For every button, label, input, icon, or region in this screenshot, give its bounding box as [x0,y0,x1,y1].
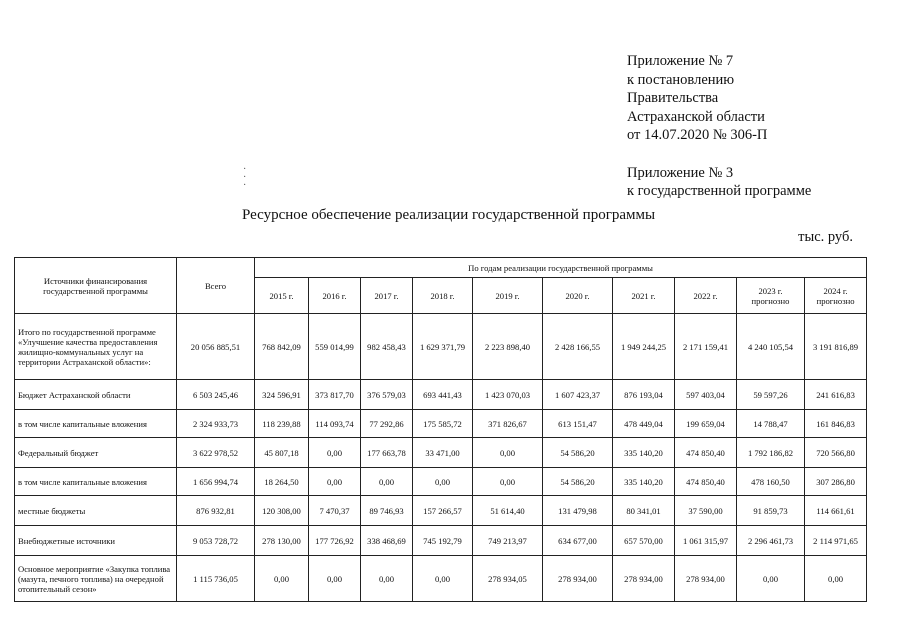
table-row [15,526,867,556]
year-amount-cell: 597 403,04 [675,380,737,410]
year-amount-cell: 37 590,00 [675,496,737,526]
appendix-ref-line: к государственной программе [627,183,812,199]
year-amount-cell: 278 934,00 [543,556,613,602]
column-header-year: 2018 г. [413,278,473,314]
document-title: Ресурсное обеспечение реализации государственной программы [241,207,656,223]
year-amount-cell: 307 286,80 [805,468,867,496]
year-amount-cell: 278 934,05 [473,556,543,602]
year-amount-cell: 2 171 159,41 [675,314,737,380]
year-amount-cell: 0,00 [473,438,543,468]
column-header-year: 2023 г. прогнозно [737,278,805,314]
column-header-year: 2021 г. [613,278,675,314]
column-header-year: 2022 г. [675,278,737,314]
year-amount-cell: 120 308,00 [255,496,309,526]
year-amount-cell: 1 629 371,79 [413,314,473,380]
year-amount-cell: 114 093,74 [309,410,361,438]
year-amount-cell: 373 817,70 [309,380,361,410]
year-amount-cell: 161 846,83 [805,410,867,438]
year-amount-cell: 371 826,67 [473,410,543,438]
year-amount-cell: 51 614,40 [473,496,543,526]
year-amount-cell: 634 677,00 [543,526,613,556]
appendix-header [627,52,811,201]
year-amount-cell: 157 266,57 [413,496,473,526]
year-amount-cell: 45 807,18 [255,438,309,468]
table-row [15,380,867,410]
funding-table [14,257,867,602]
year-amount-cell: 324 596,91 [255,380,309,410]
year-amount-cell: 0,00 [473,468,543,496]
total-amount-cell: 1 656 994,74 [177,468,255,496]
year-amount-cell: 59 597,26 [737,380,805,410]
year-amount-cell: 338 468,69 [361,526,413,556]
year-amount-cell: 2 223 898,40 [473,314,543,380]
year-amount-cell: 278 130,00 [255,526,309,556]
table-row [15,556,867,602]
column-header-year: 2019 г. [473,278,543,314]
decree-date-number: от 14.07.2020 № 306-П [627,127,768,143]
units-label: тыс. руб. [798,229,853,245]
year-amount-cell: 14 788,47 [737,410,805,438]
year-amount-cell: 91 859,73 [737,496,805,526]
column-header-years-group: По годам реализации государственной программы [255,258,867,278]
total-amount-cell: 1 115 736,05 [177,556,255,602]
year-amount-cell: 3 191 816,89 [805,314,867,380]
appendix-3-title: Приложение № 3 [627,164,734,181]
column-header-total: Всего [177,258,255,314]
column-header-year: 2020 г. [543,278,613,314]
year-amount-cell: 876 193,04 [613,380,675,410]
year-amount-cell: 4 240 105,54 [737,314,805,380]
year-amount-cell: 175 585,72 [413,410,473,438]
column-header-year: 2016 г. [309,278,361,314]
year-amount-cell: 241 616,83 [805,380,867,410]
year-amount-cell: 199 659,04 [675,410,737,438]
year-amount-cell: 1 607 423,37 [543,380,613,410]
year-amount-cell: 1 792 186,82 [737,438,805,468]
table-row [15,468,867,496]
funding-source-label: в том числе капитальные вложения [15,410,177,438]
year-amount-cell: 1 423 070,03 [473,380,543,410]
table-row [15,410,867,438]
table-row [15,314,867,380]
total-amount-cell: 3 622 978,52 [177,438,255,468]
year-amount-cell: 745 192,79 [413,526,473,556]
appendix-ref-line: Правительства [627,90,719,106]
year-amount-cell: 693 441,43 [413,380,473,410]
total-amount-cell: 20 056 885,51 [177,314,255,380]
funding-source-label: Основное мероприятие «Закупка топлива (мазута, печного топлива) на очередной отопительный сезон» [15,556,177,602]
year-amount-cell: 613 151,47 [543,410,613,438]
year-amount-cell: 0,00 [737,556,805,602]
year-amount-cell: 1 949 244,25 [613,314,675,380]
year-amount-cell: 131 479,98 [543,496,613,526]
year-amount-cell: 7 470,37 [309,496,361,526]
year-amount-cell: 2 428 166,55 [543,314,613,380]
year-amount-cell: 335 140,20 [613,468,675,496]
funding-source-label: Федеральный бюджет [15,438,177,468]
year-amount-cell: 177 726,92 [309,526,361,556]
table-row [15,438,867,468]
year-amount-cell: 114 661,61 [805,496,867,526]
year-amount-cell: 768 842,09 [255,314,309,380]
scan-artifact-dots: · · · [243,164,247,191]
year-amount-cell: 0,00 [413,468,473,496]
year-amount-cell: 0,00 [805,556,867,602]
year-amount-cell: 657 570,00 [613,526,675,556]
column-header-year: 2024 г. прогнозно [805,278,867,314]
funding-source-label: Итого по государственной программе «Улучшение качества предоставления жилищно-коммунальных услуг на территории Астраханской области»: [15,314,177,380]
year-amount-cell: 0,00 [309,468,361,496]
appendix-7-title: Приложение № 7 [627,53,734,69]
year-amount-cell: 54 586,20 [543,438,613,468]
year-amount-cell: 2 114 971,65 [805,526,867,556]
year-amount-cell: 278 934,00 [675,556,737,602]
table-row [15,496,867,526]
year-amount-cell: 0,00 [309,556,361,602]
year-amount-cell: 720 566,80 [805,438,867,468]
year-amount-cell: 335 140,20 [613,438,675,468]
year-amount-cell: 54 586,20 [543,468,613,496]
total-amount-cell: 6 503 245,46 [177,380,255,410]
column-header-year: 2015 г. [255,278,309,314]
year-amount-cell: 559 014,99 [309,314,361,380]
year-amount-cell: 749 213,97 [473,526,543,556]
year-amount-cell: 478 160,50 [737,468,805,496]
year-amount-cell: 33 471,00 [413,438,473,468]
column-header-source: Источники финансирования государственной программы [15,258,177,314]
funding-source-label: Бюджет Астраханской области [15,380,177,410]
year-amount-cell: 474 850,40 [675,438,737,468]
year-amount-cell: 982 458,43 [361,314,413,380]
year-amount-cell: 278 934,00 [613,556,675,602]
funding-source-label: в том числе капитальные вложения [15,468,177,496]
year-amount-cell: 118 239,88 [255,410,309,438]
column-header-year: 2017 г. [361,278,413,314]
total-amount-cell: 2 324 933,73 [177,410,255,438]
funding-source-label: местные бюджеты [15,496,177,526]
total-amount-cell: 9 053 728,72 [177,526,255,556]
year-amount-cell: 77 292,86 [361,410,413,438]
year-amount-cell: 18 264,50 [255,468,309,496]
year-amount-cell: 177 663,78 [361,438,413,468]
year-amount-cell: 89 746,93 [361,496,413,526]
appendix-ref-line: Астраханской области [627,108,765,125]
year-amount-cell: 474 850,40 [675,468,737,496]
year-amount-cell: 0,00 [361,468,413,496]
funding-source-label: Внебюджетные источники [15,526,177,556]
year-amount-cell: 1 061 315,97 [675,526,737,556]
total-amount-cell: 876 932,81 [177,496,255,526]
appendix-ref-line: к постановлению [627,71,735,88]
year-amount-cell: 0,00 [361,556,413,602]
year-amount-cell: 0,00 [255,556,309,602]
year-amount-cell: 80 341,01 [613,496,675,526]
year-amount-cell: 478 449,04 [613,410,675,438]
year-amount-cell: 0,00 [413,556,473,602]
year-amount-cell: 0,00 [309,438,361,468]
year-amount-cell: 376 579,03 [361,380,413,410]
year-amount-cell: 2 296 461,73 [737,526,805,556]
